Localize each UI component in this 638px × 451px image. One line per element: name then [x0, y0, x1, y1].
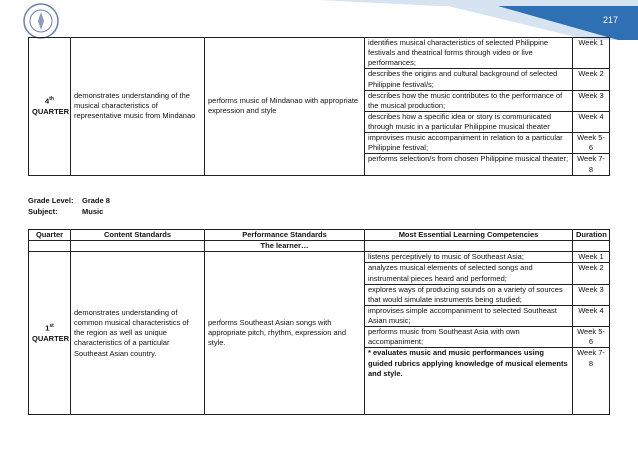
quarter-number: 1: [45, 323, 50, 333]
quarter-1-table: [28, 229, 610, 415]
competency: performs selection/s from chosen Philippine musical theater;: [365, 154, 573, 175]
performance-standard: performs music of Mindanao with appropriate expression and style: [205, 38, 365, 176]
content-standard: demonstrates understanding of the musical characteristics of representative music from Mindanao: [71, 38, 205, 176]
quarter-cell: [29, 252, 71, 415]
deped-seal-logo: [22, 2, 60, 40]
quarter-suffix: st: [49, 322, 54, 329]
performance-standard: performs Southeast Asian songs with appropriate pitch, rhythm, expression and style.: [205, 252, 365, 415]
competency: describes how a specific idea or story is communicated through music in a particular Philippine musical theater: [365, 111, 573, 132]
competency: improvises music accompaniment in relation to a particular Philippine festival;: [365, 133, 573, 154]
competency: describes the origins and cultural background of selected Philippine festival/s;: [365, 69, 573, 90]
header-duration: Duration: [573, 230, 610, 241]
duration: Week 3: [573, 284, 610, 305]
subject-line: [28, 207, 103, 216]
page-number: 217: [602, 15, 618, 25]
header-banner: [318, 0, 638, 40]
grade-level-label: Grade Level:: [28, 196, 74, 205]
learner-row: The learner…: [205, 241, 365, 252]
header-quarter: Quarter: [29, 230, 71, 241]
competency: listens perceptively to music of Southeast Asia;: [365, 252, 573, 263]
grade-level-line: [28, 196, 110, 205]
duration: Week 2: [573, 69, 610, 90]
quarter-number: 4: [45, 96, 50, 106]
header-competencies: Most Essential Learning Competencies: [365, 230, 573, 241]
competency: performs music from Southeast Asia with own accompaniment;: [365, 327, 573, 348]
header-performance-standards: Performance Standards: [205, 230, 365, 241]
duration: Week 1: [573, 38, 610, 69]
competency: identifies musical characteristics of selected Philippine festivals and theatrical forms through video or live performances;: [365, 38, 573, 69]
quarter-word: QUARTER: [32, 106, 70, 116]
duration: Week 4: [573, 305, 610, 326]
quarter-word: QUARTER: [32, 333, 70, 343]
competency: * evaluates music and music performances using guided rubrics applying knowledge of musical elements and style.: [365, 348, 573, 415]
competency: explores ways of producing sounds on a variety of sources that would simulate instruments being studied;: [365, 284, 573, 305]
duration: Week 5-6: [573, 133, 610, 154]
competency: improvises simple accompaniment to selected Southeast Asian music;: [365, 305, 573, 326]
competency: describes how the music contributes to the performance of the musical production;: [365, 90, 573, 111]
quarter-4-table: [28, 37, 610, 176]
duration: Week 7-8: [573, 348, 610, 415]
duration: Week 7-8: [573, 154, 610, 175]
quarter-suffix: th: [49, 95, 54, 102]
quarter-cell: [29, 38, 71, 176]
duration: Week 5-6: [573, 327, 610, 348]
content-standard: demonstrates understanding of common musical characteristics of the region as well as unique characteristics of a particular Southeast Asian country.: [71, 252, 205, 415]
competency: analyzes musical elements of selected songs and instrumental pieces heard and performed;: [365, 263, 573, 284]
duration: Week 2: [573, 263, 610, 284]
duration: Week 3: [573, 90, 610, 111]
grade-level-value: Grade 8: [82, 196, 110, 205]
duration: Week 1: [573, 252, 610, 263]
header-content-standards: Content Standards: [71, 230, 205, 241]
subject-label: Subject:: [28, 207, 58, 216]
subject-value: Music: [82, 207, 104, 216]
duration: Week 4: [573, 111, 610, 132]
